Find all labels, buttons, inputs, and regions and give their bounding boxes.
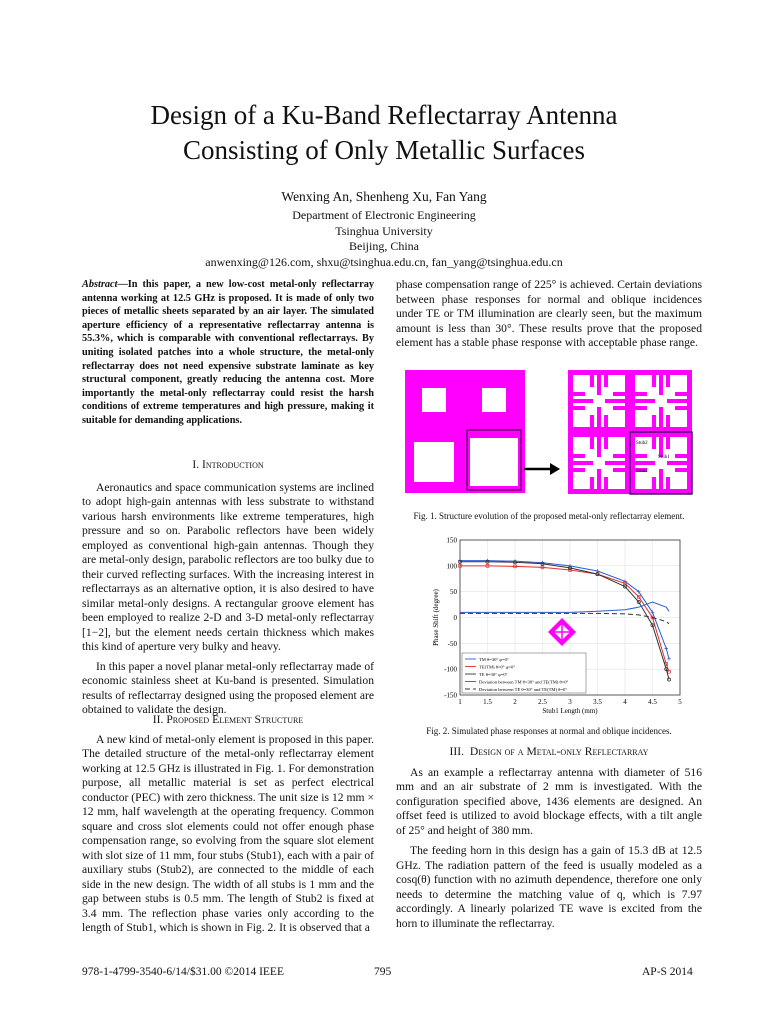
x-tick-label: 1 (458, 698, 462, 706)
university: Tsinghua University (335, 223, 433, 238)
series-line (458, 559, 671, 661)
stub2-label-bottom: Stub2 (636, 469, 648, 474)
y-tick-label: 150 (446, 536, 457, 545)
right-paragraph-continued: phase compensation range of 225° is achieved. Certain deviations between phase responses for normal and oblique incidences under TE or TM illumination are clearly seen, but the maximum amount is less than 30°. These results prove that the proposed element has a stable phase response with acceptable phase range. (396, 278, 702, 349)
design-paragraph-1: As an example a reflectarray antenna with diameter of 516 mm and an air substrate of 2 mm is investigated. With the configuration specified above, 1436 elements are designed. An offset feed is utilized to avoid blockage effects, with a tilt angle of 25° and height of 380 mm. (396, 765, 702, 837)
x-tick-label: 4 (623, 698, 627, 706)
stub2-label-top: Stub2 (636, 441, 648, 446)
title-line-1: Design of a Ku-Band Reflectarray Antenna (150, 100, 618, 130)
unit-cell (568, 432, 630, 494)
section-heading-2: II. Proposed Element Structure (152, 713, 304, 726)
section-heading-3: III. Design of a Metal-only Reflectarray (449, 745, 649, 758)
figure-1 (400, 368, 700, 498)
x-tick-label: 2 (513, 698, 517, 706)
y-axis-label: Phase Shift (degree) (432, 589, 440, 646)
department: Department of Electronic Engineering (292, 208, 476, 222)
x-axis-label: Stub1 Length (mm) (542, 707, 598, 715)
author-names: Wenxing An, Shenheng Xu, Fan Yang (281, 189, 487, 204)
x-tick-label: 5 (678, 698, 682, 706)
legend-entry: Deviation between TM θ=30° and TE(TM) θ=0° (479, 679, 569, 685)
data-point (664, 647, 668, 651)
section-element-structure (82, 713, 374, 936)
unit-cell (630, 370, 692, 432)
figure-1-caption: Fig. 1. Structure evolution of the proposed metal-only reflectarray element. (413, 511, 685, 521)
structure-paragraph: A new kind of metal-only element is proposed in this paper. The detailed structure of the metal-only reflectarray element working at 12.5 GHz is illustrated in Fig. 1. For demonstration purpose, all metallic material is set as perfect electrical conductor (PEC) with zero thickness. The unit size is 12 mm × 12 mm, half wavelength at the operating frequency. Common square and cross slot elements could not offer enough phase compensation range, so evolving from the square slot element with slot size of 11 mm, four stubs (Stub1), each with a pair of auxiliary stubs (Stub2), are connected to the middle of each side in the new design. The width of all stubs is 1 mm and the gap between stubs is 0.5 mm. The length of Stub2 is fixed at 3.4 mm. The reflection phase varies only according to the length of Stub1, which is shown in Fig. 2. It is observed that a (82, 732, 374, 934)
figure-2-caption: Fig. 2. Simulated phase responses at normal and oblique incidences. (426, 726, 672, 736)
x-tick-label: 2.5 (538, 698, 547, 706)
footer-page-number: 795 (374, 966, 392, 978)
x-tick-label: 1.5 (483, 698, 492, 706)
abstract (82, 278, 374, 428)
stub-element-array (568, 370, 692, 494)
square-slot-element (405, 370, 525, 493)
intro-paragraph-2: In this paper a novel planar metal-only reflectarray made of economic stainless sheet at Ku-band is presented. Simulation results of reflectarray designed using the proposed element are obtained to validate the design. (82, 659, 374, 716)
abstract-text: —In this paper, a new low-cost metal-only reflectarray antenna working at 12.5 GHz is proposed. It is made of only two pieces of metallic sheets separated by an air layer. The simulated aperture efficiency of a representative reflectarray antenna is 55.3%, which is comparable with conventional reflectarrays. By uniting isolated patches into a whole structure, the metal-only reflectarray does not need expensive substrate laminate as key structural component, greatly reducing the antenna cost. More importantly the metal-only reflectarray could resist the harsh conditions of extreme temperatures and high pressure, making it suitable for demanding applications. (82, 279, 374, 426)
y-tick-label: -100 (444, 665, 457, 674)
unit-cell (568, 370, 630, 432)
paper-title (60, 98, 708, 168)
design-paragraph-2: The feeding horn in this design has a gain of 15.3 dB at 12.5 GHz. The radiation pattern of the feed is usually modeled as a cosq(θ) function with no azimuth dependence, therefore one only needs to determine the matching value of q, which is 7.97 accordingly. A linearly polarized TE wave is excited from the horn to illuminate the reflectarray. (396, 844, 702, 930)
chart-legend (462, 653, 586, 693)
author-block (120, 189, 648, 270)
title-line-2: Consisting of Only Metallic Surfaces (183, 135, 585, 165)
emails: anwenxing@126.com, shxu@tsinghua.edu.cn, fan_yang@tsinghua.edu.cn (205, 254, 563, 269)
element-inset-icon (548, 618, 576, 646)
x-tick-label: 4.5 (648, 698, 657, 706)
footer-conference: AP-S 2014 (642, 966, 693, 978)
footer-copyright: 978-1-4799-3540-6/14/$31.00 ©2014 IEEE (82, 966, 284, 978)
abstract-label: Abstract (82, 279, 118, 290)
y-tick-label: -50 (447, 639, 457, 648)
legend-entry: Deviation between TE θ=30° and TE(TM) θ=0° (479, 687, 568, 692)
legend-entry: TM θ=30° φ=0° (479, 657, 509, 662)
section-heading-1: I. Introduction (192, 458, 264, 471)
intro-paragraph-1: Aeronautics and space communication systems are inclined to adopt high-gain antennas with less substrate to withstand various harsh environments like extreme temperatures, high pressure and so on. Parabolic reflectors have been widely employed as conventional high-gain antennas. Though they are metal-only design, parabolic reflectors are too bulky due to their curved reflecting surfaces. With the increasing interest in reflectarrays as an alternative option, it is also desired to have similar metal-only designs. A rectangular groove element has been employed to realize 2-D and 3-D metal-only reflectarray [1−2], but the element needs certain thickness which makes this kind of aperture very bulky and heavy. (82, 480, 374, 653)
y-tick-label: -150 (444, 691, 457, 700)
phase-chart (420, 530, 690, 720)
x-tick-label: 3.5 (593, 698, 602, 706)
y-tick-label: 100 (446, 562, 457, 571)
city: Beijing, China (349, 239, 419, 253)
y-tick-label: 0 (453, 614, 457, 622)
stub1-label: Stub1 (658, 455, 670, 460)
arrow-icon (524, 463, 560, 475)
legend-entry: TE(TM) θ=0° φ=0° (479, 664, 516, 670)
x-tick-label: 3 (568, 698, 572, 706)
legend-entry: TE θ=30° φ=0° (479, 672, 508, 677)
y-tick-label: 50 (450, 588, 457, 597)
section-reflectarray-design (396, 745, 702, 931)
section-introduction (82, 458, 374, 718)
data-point (667, 657, 671, 661)
